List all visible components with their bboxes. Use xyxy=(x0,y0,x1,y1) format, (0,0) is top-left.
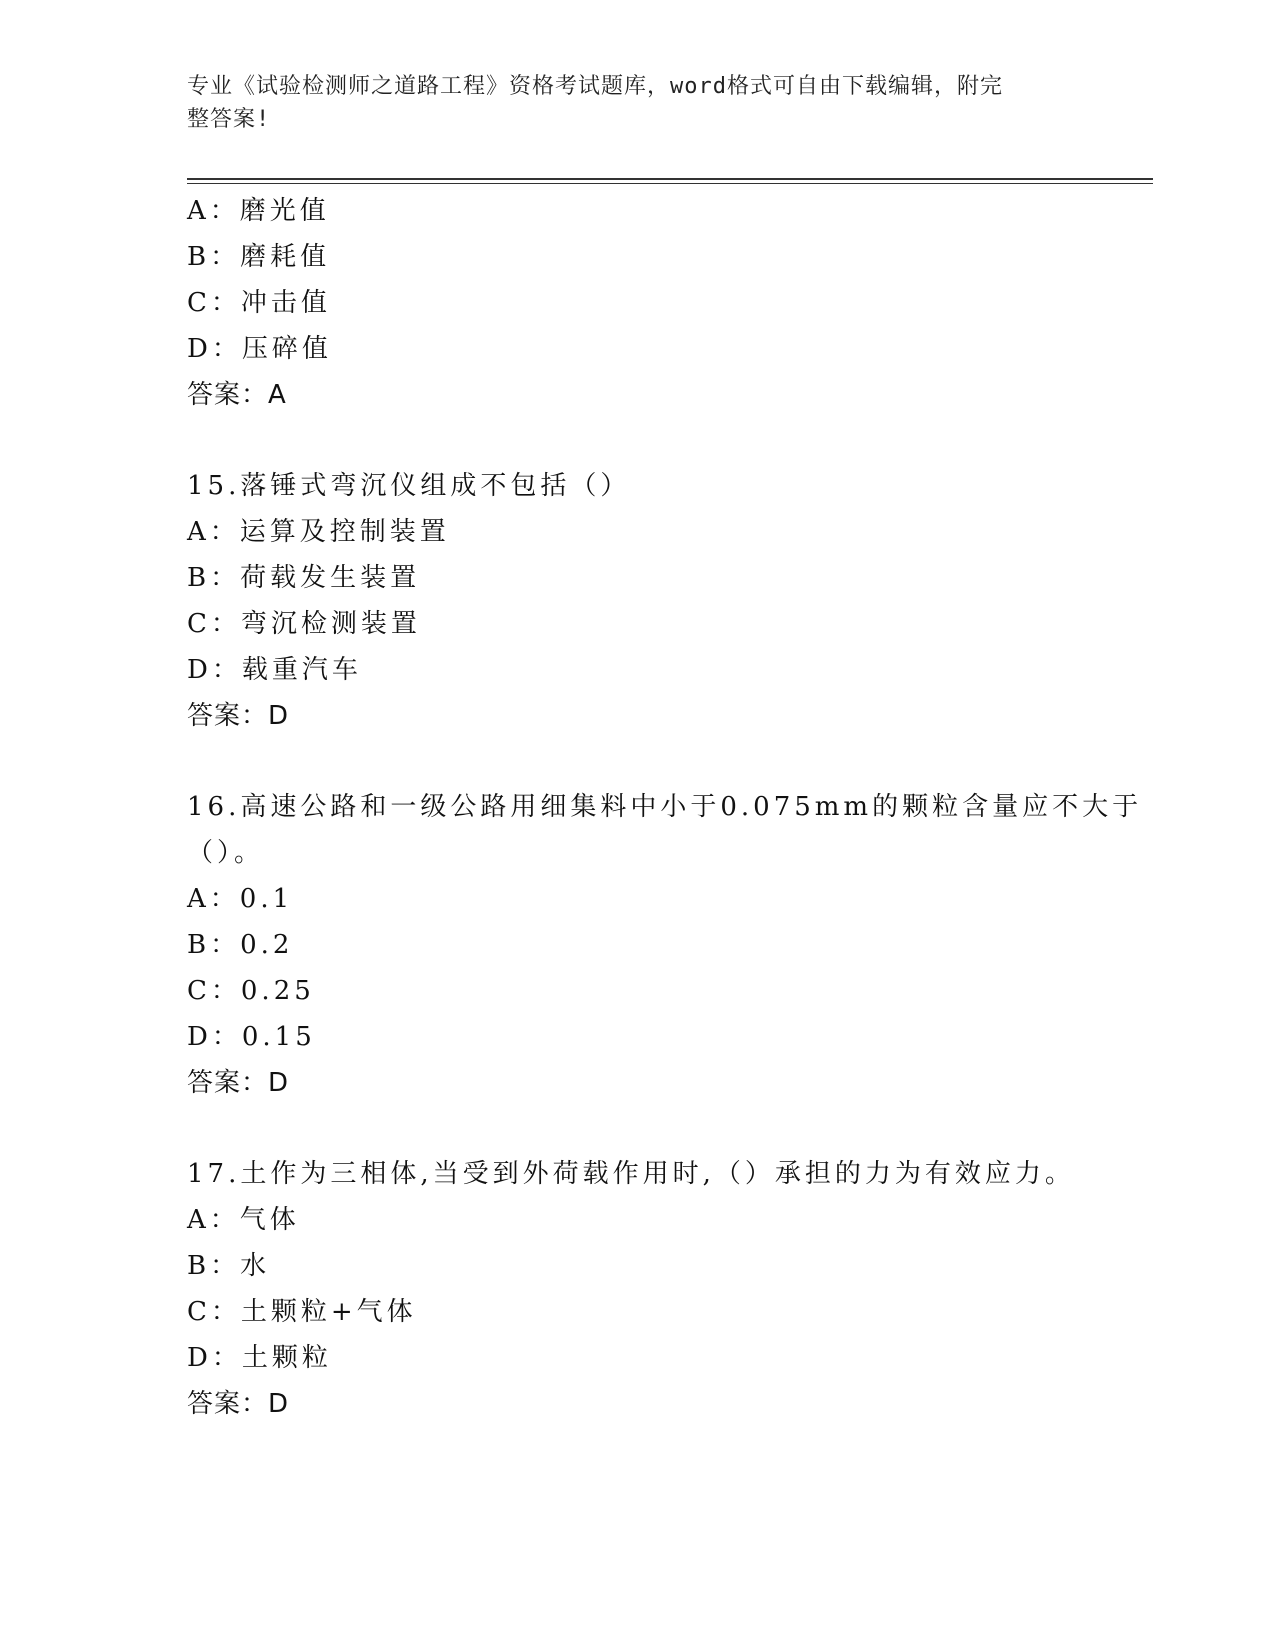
option-d: D：载重汽车 xyxy=(187,655,362,685)
option-a: A：运算及控制装置 xyxy=(187,517,450,547)
option-d: D：土颗粒 xyxy=(187,1343,332,1373)
option-b: B：0.2 xyxy=(187,930,294,960)
option-d: D：0.15 xyxy=(187,1022,316,1052)
option-b: B：荷载发生装置 xyxy=(187,563,421,593)
answer: 答案：D xyxy=(187,1068,290,1098)
question-text: 15.落锤式弯沉仪组成不包括（） xyxy=(187,471,631,501)
option-c: C：冲击值 xyxy=(187,288,331,318)
answer: 答案：D xyxy=(187,1389,290,1419)
question-text: 17.土作为三相体,当受到外荷载作用时,（）承担的力为有效应力。 xyxy=(187,1159,1075,1189)
option-b: B：水 xyxy=(187,1251,271,1281)
option-c: C：0.25 xyxy=(187,976,315,1006)
header-divider-thick xyxy=(187,178,1153,180)
question-text-cont: （）。 xyxy=(187,838,265,868)
question-list xyxy=(187,188,1143,1427)
answer: 答案：A xyxy=(187,380,287,410)
header-divider-thin xyxy=(187,183,1153,184)
header-line-2: 整答案! xyxy=(187,107,271,132)
option-a: A：0.1 xyxy=(187,884,294,914)
option-a: A：磨光值 xyxy=(187,196,330,226)
question-text: 16.高速公路和一级公路用细集料中小于0.075mm的颗粒含量应不大于 xyxy=(187,792,1143,822)
header-line-1: 专业《试验检测师之道路工程》资格考试题库，word格式可自由下载编辑，附完 xyxy=(187,74,1003,99)
option-d: D：压碎值 xyxy=(187,334,332,364)
answer: 答案：D xyxy=(187,701,290,731)
question-block-17 xyxy=(187,1151,1107,1427)
question-block-15 xyxy=(187,463,1107,739)
option-b: B：磨耗值 xyxy=(187,242,331,272)
option-a: A：气体 xyxy=(187,1205,300,1235)
question-block-14 xyxy=(187,188,1107,418)
option-c: C：土颗粒+气体 xyxy=(187,1297,417,1327)
option-c: C：弯沉检测装置 xyxy=(187,609,421,639)
document-header xyxy=(187,70,1067,136)
question-block-16 xyxy=(187,784,1143,1106)
